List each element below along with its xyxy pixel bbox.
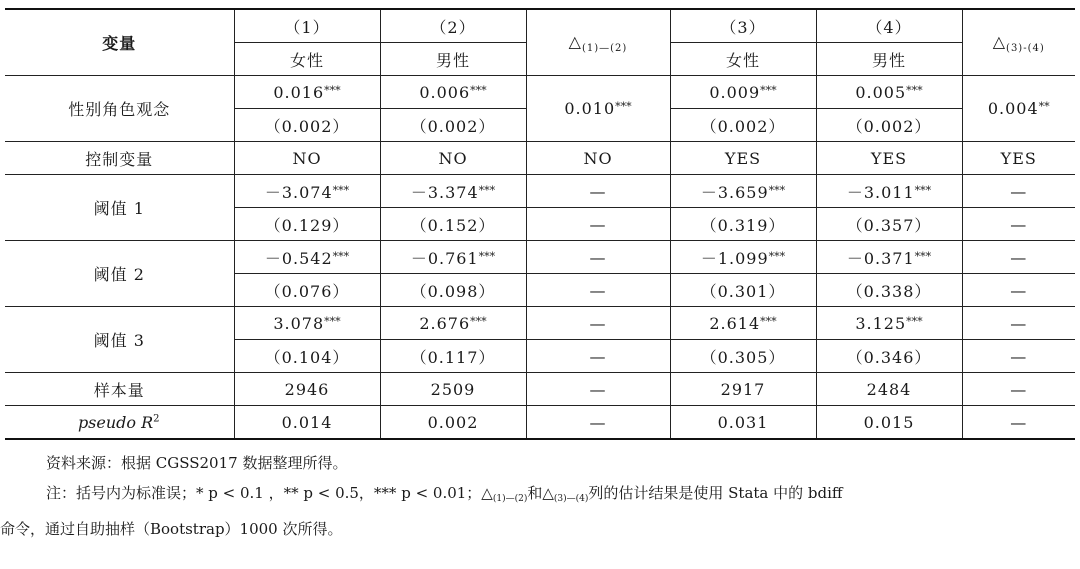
table-row [5, 142, 1075, 175]
count-cell: 2946 [234, 373, 380, 406]
control-cell: NO [234, 142, 380, 175]
header-row-1 [5, 9, 1075, 43]
se-cell: （0.098） [380, 274, 526, 307]
se-cell: （0.117） [380, 340, 526, 373]
se-cell: （0.346） [816, 340, 962, 373]
stat-cell: 0.002 [380, 406, 526, 440]
control-cell: NO [380, 142, 526, 175]
col1-header: （1） [234, 9, 380, 43]
stat-cell: 0.015 [816, 406, 962, 440]
col4-header: （4） [816, 9, 962, 43]
delta34-subscript: (3)-(4) [1006, 42, 1045, 54]
dash-cell: — [526, 208, 670, 241]
coef-cell: 3.125*** [816, 307, 962, 340]
results-table [5, 8, 1075, 440]
row-label: 样本量 [5, 373, 234, 406]
delta-cell: 0.010*** [526, 76, 670, 142]
table-row [5, 175, 1075, 208]
coef-cell: －3.011*** [816, 175, 962, 208]
dash-cell: — [962, 373, 1075, 406]
row-label: 阈值 2 [5, 241, 234, 307]
row-label: 阈值 3 [5, 307, 234, 373]
col2-group: 男性 [380, 43, 526, 76]
col3-header: （3） [670, 9, 816, 43]
delta-symbol: △ [568, 31, 582, 51]
se-cell: （0.319） [670, 208, 816, 241]
coef-cell: 0.006*** [380, 76, 526, 109]
delta-cell: 0.004** [962, 76, 1075, 142]
table-row [5, 373, 1075, 406]
coef-cell: 0.009*** [670, 76, 816, 109]
dash-cell: — [526, 274, 670, 307]
variable-header: 变量 [5, 9, 234, 76]
row-label: 阈值 1 [5, 175, 234, 241]
coef-cell: －0.371*** [816, 241, 962, 274]
se-cell: （0.002） [670, 109, 816, 142]
coef-cell: －0.761*** [380, 241, 526, 274]
se-cell: （0.305） [670, 340, 816, 373]
se-cell: （0.104） [234, 340, 380, 373]
source-note: 资料来源：根据 CGSS2017 数据整理所得。 [46, 454, 348, 472]
delta12-header [526, 9, 670, 76]
row-label: pseudo $R^2$ [5, 406, 234, 440]
se-cell: （0.002） [816, 109, 962, 142]
se-cell: （0.152） [380, 208, 526, 241]
dash-cell: — [526, 373, 670, 406]
col2-header: （2） [380, 9, 526, 43]
stat-cell: 0.031 [670, 406, 816, 440]
se-cell: （0.076） [234, 274, 380, 307]
se-cell: （0.002） [380, 109, 526, 142]
se-cell: （0.357） [816, 208, 962, 241]
coef-cell: －3.374*** [380, 175, 526, 208]
dash-cell: — [962, 241, 1075, 274]
count-cell: 2917 [670, 373, 816, 406]
dash-cell: — [526, 175, 670, 208]
dash-cell: — [962, 175, 1075, 208]
delta12-subscript: (1)—(2) [581, 42, 628, 54]
stat-cell: 0.014 [234, 406, 380, 440]
table-row [5, 307, 1075, 340]
coef-cell: 2.614*** [670, 307, 816, 340]
se-cell: （0.002） [234, 109, 380, 142]
count-cell: 2484 [816, 373, 962, 406]
footnote-continued: 命令，通过自助抽样（Bootstrap）1000 次所得。 [0, 520, 343, 538]
delta-symbol: △ [992, 31, 1007, 51]
coef-cell: 3.078*** [234, 307, 380, 340]
dash-cell: — [526, 340, 670, 373]
footnote: 注：括号内为标准误；* p < 0.1 ，** p < 0.5，*** p < 0.01；$\triangle_{(1)—(2)}$和$\triangle_{(3)—(4)}$列的估计结果是使用 Stata 中的 bdiff [46, 484, 843, 504]
se-cell: （0.301） [670, 274, 816, 307]
control-cell: YES [816, 142, 962, 175]
coef-cell: －1.099*** [670, 241, 816, 274]
row-label: 性别角色观念 [5, 76, 234, 142]
delta34-header [962, 9, 1075, 76]
coef-cell: －3.074*** [234, 175, 380, 208]
coef-cell: 2.676*** [380, 307, 526, 340]
coef-cell: －0.542*** [234, 241, 380, 274]
control-cell: YES [670, 142, 816, 175]
row-label: 控制变量 [5, 142, 234, 175]
coef-cell: －3.659*** [670, 175, 816, 208]
se-cell: （0.129） [234, 208, 380, 241]
coef-cell: 0.016*** [234, 76, 380, 109]
coef-cell: 0.005*** [816, 76, 962, 109]
dash-cell: — [962, 274, 1075, 307]
col1-group: 女性 [234, 43, 380, 76]
dash-cell: — [526, 406, 670, 440]
control-cell: NO [526, 142, 670, 175]
table-row [5, 76, 1075, 109]
dash-cell: — [962, 340, 1075, 373]
table-row [5, 241, 1075, 274]
dash-cell: — [526, 307, 670, 340]
table-notes [0, 448, 1080, 544]
control-cell: YES [962, 142, 1075, 175]
count-cell: 2509 [380, 373, 526, 406]
se-cell: （0.338） [816, 274, 962, 307]
dash-cell: — [962, 406, 1075, 440]
col4-group: 男性 [816, 43, 962, 76]
dash-cell: — [962, 208, 1075, 241]
table-row [5, 406, 1075, 440]
dash-cell: — [526, 241, 670, 274]
dash-cell: — [962, 307, 1075, 340]
col3-group: 女性 [670, 43, 816, 76]
